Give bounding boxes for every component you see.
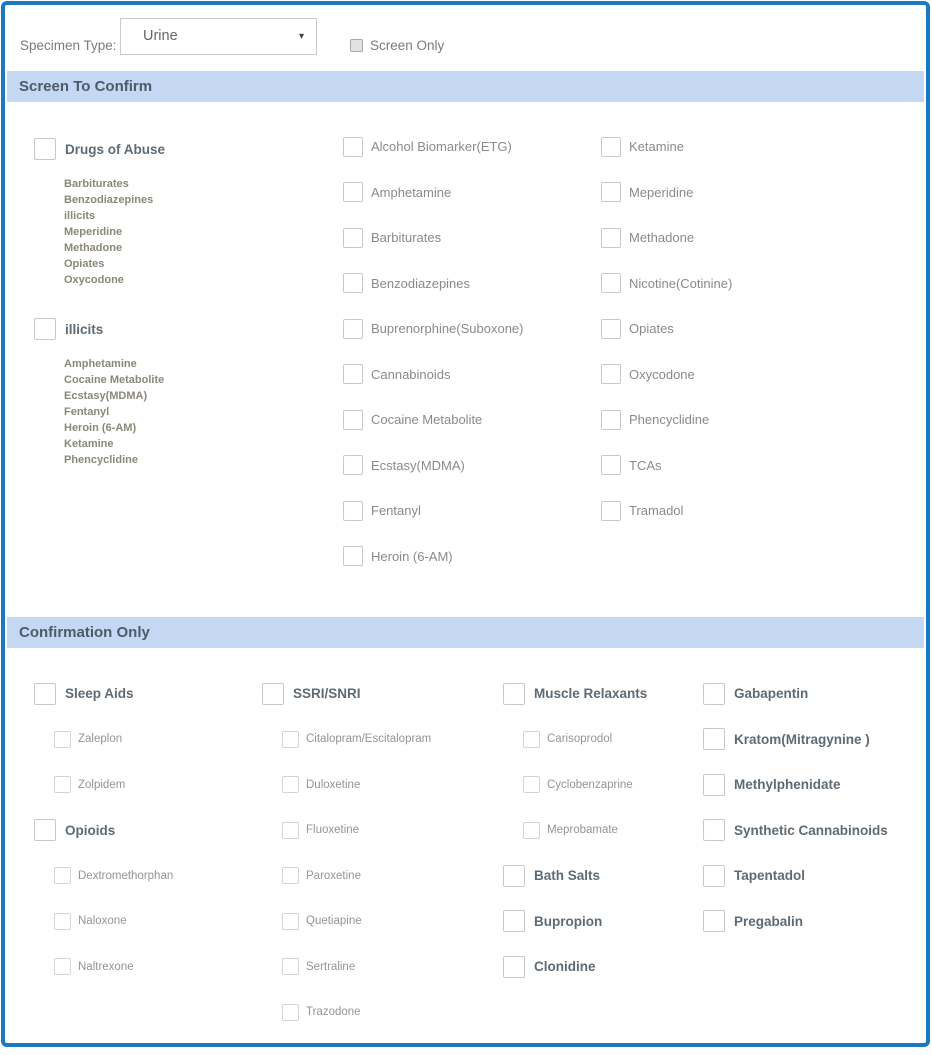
checkbox-cocaine-metabolite[interactable] <box>343 410 363 430</box>
panel-member-amphetamine: Amphetamine <box>64 358 137 370</box>
checkbox-amphetamine[interactable] <box>343 182 363 202</box>
group-label: Drugs of Abuse <box>65 141 166 157</box>
checkbox-row-carisoprodol <box>523 717 700 763</box>
checkbox-label: Tramadol <box>629 503 684 519</box>
checkbox-label: Zolpidem <box>78 778 126 791</box>
checkbox-label: Ecstasy(MDMA) <box>371 457 465 473</box>
chevron-down-icon: ▾ <box>298 31 304 42</box>
checkbox-row-meprobamate <box>523 808 700 854</box>
checkbox-gabapentin[interactable] <box>703 683 725 705</box>
checkbox-tramadol[interactable] <box>601 501 621 521</box>
panel-member-fentanyl: Fentanyl <box>64 406 110 418</box>
checkbox-row-gabapentin <box>703 671 925 717</box>
checkbox-row-tapentadol <box>703 853 925 899</box>
checkbox-label: Opiates <box>629 321 674 337</box>
checkbox-label: Sleep Aids <box>65 686 134 702</box>
checkbox-label: Oxycodone <box>629 366 695 382</box>
checkbox-label: Barbiturates <box>371 230 442 246</box>
panel-member-oxycodone: Oxycodone <box>64 274 124 286</box>
checkbox-label: Gabapentin <box>734 686 809 702</box>
panel-member-benzodiazepines: Benzodiazepines <box>64 194 154 206</box>
checkbox-label: Meprobamate <box>547 824 618 837</box>
checkbox-row-naltrexone <box>54 944 259 990</box>
checkbox-row-quetiapine <box>282 899 500 945</box>
lab-order-form-panel <box>1 1 930 1047</box>
checkbox-label: Ketamine <box>629 139 684 155</box>
checkbox-label: Heroin (6-AM) <box>371 548 453 564</box>
checkbox-label: Benzodiazepines <box>371 275 471 291</box>
checkbox-label: Fentanyl <box>371 503 421 519</box>
checkbox-sertraline[interactable] <box>282 958 299 975</box>
checkbox-row-trazodone <box>282 990 500 1036</box>
checkbox-label: Cannabinoids <box>371 366 451 382</box>
checkbox-label: Alcohol Biomarker(ETG) <box>371 139 512 155</box>
checkbox-row-zaleplon <box>54 717 259 763</box>
checkbox-alcohol-biomarker-etg[interactable] <box>343 137 363 157</box>
checkbox-phencyclidine[interactable] <box>601 410 621 430</box>
specimen-type-value: Urine <box>143 28 178 44</box>
checkbox-synthetic-cannabinoids[interactable] <box>703 819 725 841</box>
checkbox-heroin-6-am[interactable] <box>343 546 363 566</box>
checkbox-row-tramadol <box>601 488 861 534</box>
checkbox-row-bath-salts <box>503 853 700 899</box>
panel-group-members <box>64 356 314 468</box>
panel-member-methadone: Methadone <box>64 242 123 254</box>
checkbox-benzodiazepines[interactable] <box>343 273 363 293</box>
checkbox-label: Fluoxetine <box>306 824 360 837</box>
checkbox-ssri-snri[interactable] <box>262 683 284 705</box>
checkbox-row-fluoxetine <box>282 808 500 854</box>
checkbox-label: Duloxetine <box>306 778 361 791</box>
checkbox-buprenorphine-suboxone[interactable] <box>343 319 363 339</box>
checkbox-row-zolpidem <box>54 762 259 808</box>
checkbox-label: Amphetamine <box>371 184 452 200</box>
checkbox-nicotine-cotinine[interactable] <box>601 273 621 293</box>
checkbox-opioids[interactable] <box>34 819 56 841</box>
checkbox-naloxone[interactable] <box>54 913 71 930</box>
checkbox-label: Naloxone <box>78 915 127 928</box>
checkbox-row-sertraline <box>282 944 500 990</box>
checkbox-label: Cocaine Metabolite <box>371 412 483 428</box>
panel-group-drugs-of-abuse <box>34 136 314 288</box>
confirmation-only-column-1 <box>34 671 259 990</box>
screen-to-confirm-group-panel <box>34 136 314 468</box>
checkbox-label: Naltrexone <box>78 960 134 973</box>
checkbox-row-benzodiazepines <box>343 261 603 307</box>
checkbox-label: Quetiapine <box>306 915 362 928</box>
checkbox-methadone[interactable] <box>601 228 621 248</box>
panel-group-header <box>34 316 314 342</box>
checkbox-quetiapine[interactable] <box>282 913 299 930</box>
specimen-type-dropdown[interactable] <box>120 18 317 55</box>
checkbox-label: SSRI/SNRI <box>293 686 361 702</box>
checkbox-row-barbiturates <box>343 215 603 261</box>
checkbox-row-citalopram-escitalopram <box>282 717 500 763</box>
group-checkbox-drugs-of-abuse[interactable] <box>34 138 56 160</box>
checkbox-label: Paroxetine <box>306 869 361 882</box>
checkbox-label: Phencyclidine <box>629 412 710 428</box>
checkbox-meprobamate[interactable] <box>523 822 540 839</box>
checkbox-naltrexone[interactable] <box>54 958 71 975</box>
checkbox-label: Kratom(Mitragynine ) <box>734 731 870 747</box>
checkbox-label: Sertraline <box>306 960 356 973</box>
panel-member-barbiturates: Barbiturates <box>64 178 129 190</box>
checkbox-meperidine[interactable] <box>601 182 621 202</box>
checkbox-row-duloxetine <box>282 762 500 808</box>
checkbox-row-methylphenidate <box>703 762 925 808</box>
checkbox-opiates[interactable] <box>601 319 621 339</box>
panel-group-header <box>34 136 314 162</box>
checkbox-muscle-relaxants[interactable] <box>503 683 525 705</box>
checkbox-row-opiates <box>601 306 861 352</box>
checkbox-row-kratom-mitragynine <box>703 717 925 763</box>
checkbox-label: Trazodone <box>306 1006 361 1019</box>
checkbox-oxycodone[interactable] <box>601 364 621 384</box>
checkbox-row-alcohol-biomarker-etg <box>343 124 603 170</box>
checkbox-row-fentanyl <box>343 488 603 534</box>
checkbox-row-naloxone <box>54 899 259 945</box>
checkbox-row-clonidine <box>503 944 700 990</box>
checkbox-citalopram-escitalopram[interactable] <box>282 731 299 748</box>
checkbox-row-paroxetine <box>282 853 500 899</box>
checkbox-row-sleep-aids <box>34 671 259 717</box>
checkbox-row-cannabinoids <box>343 352 603 398</box>
checkbox-label: Tapentadol <box>734 868 806 884</box>
checkbox-label: Bath Salts <box>534 868 601 884</box>
confirmation-only-column-3 <box>503 671 700 990</box>
checkbox-label: Dextromethorphan <box>78 869 174 882</box>
checkbox-row-amphetamine <box>343 170 603 216</box>
specimen-type-label: Specimen Type: <box>20 38 117 53</box>
checkbox-label: TCAs <box>629 457 662 473</box>
screen-only-option <box>350 38 444 53</box>
panel-member-ketamine: Ketamine <box>64 438 114 450</box>
checkbox-label: Cyclobenzaprine <box>547 778 633 791</box>
confirmation-only-column-2 <box>262 671 500 1035</box>
checkbox-paroxetine[interactable] <box>282 867 299 884</box>
checkbox-row-cocaine-metabolite <box>343 397 603 443</box>
checkbox-row-ketamine <box>601 124 861 170</box>
checkbox-label: Methadone <box>629 230 695 246</box>
checkbox-zolpidem[interactable] <box>54 776 71 793</box>
section-header-confirmation-only: Confirmation Only <box>7 617 924 648</box>
checkbox-row-oxycodone <box>601 352 861 398</box>
checkbox-row-ecstasy-mdma <box>343 443 603 489</box>
checkbox-label: Muscle Relaxants <box>534 686 648 702</box>
checkbox-duloxetine[interactable] <box>282 776 299 793</box>
checkbox-tapentadol[interactable] <box>703 865 725 887</box>
checkbox-label: Pregabalin <box>734 913 804 929</box>
checkbox-row-pregabalin <box>703 899 925 945</box>
checkbox-row-tcas <box>601 443 861 489</box>
checkbox-sleep-aids[interactable] <box>34 683 56 705</box>
checkbox-cyclobenzaprine[interactable] <box>523 776 540 793</box>
checkbox-label: Zaleplon <box>78 733 123 746</box>
group-label: illicits <box>65 321 104 337</box>
checkbox-row-bupropion <box>503 899 700 945</box>
panel-member-meperidine: Meperidine <box>64 226 123 238</box>
checkbox-cannabinoids[interactable] <box>343 364 363 384</box>
checkbox-ecstasy-mdma[interactable] <box>343 455 363 475</box>
checkbox-clonidine[interactable] <box>503 956 525 978</box>
panel-group-members <box>64 176 314 288</box>
checkbox-row-meperidine <box>601 170 861 216</box>
checkbox-label: Citalopram/Escitalopram <box>306 733 432 746</box>
checkbox-label: Bupropion <box>534 913 603 929</box>
panel-group-illicits <box>34 316 314 468</box>
group-checkbox-illicits[interactable] <box>34 318 56 340</box>
checkbox-ketamine[interactable] <box>601 137 621 157</box>
checkbox-row-cyclobenzaprine <box>523 762 700 808</box>
checkbox-bath-salts[interactable] <box>503 865 525 887</box>
checkbox-kratom-mitragynine[interactable] <box>703 728 725 750</box>
checkbox-tcas[interactable] <box>601 455 621 475</box>
screen-only-label: Screen Only <box>370 38 445 53</box>
checkbox-label: Carisoprodol <box>547 733 613 746</box>
checkbox-label: Synthetic Cannabinoids <box>734 822 888 838</box>
panel-member-illicits: illicits <box>64 210 96 222</box>
panel-member-opiates: Opiates <box>64 258 105 270</box>
checkbox-row-ssri-snri <box>262 671 500 717</box>
panel-member-heroin-6-am: Heroin (6-AM) <box>64 422 137 434</box>
panel-member-phencyclidine: Phencyclidine <box>64 454 138 466</box>
checkbox-label: Clonidine <box>534 959 596 975</box>
screen-only-checkbox[interactable] <box>350 39 363 52</box>
checkbox-fluoxetine[interactable] <box>282 822 299 839</box>
panel-member-ecstasy-mdma: Ecstasy(MDMA) <box>64 390 148 402</box>
section-header-screen-to-confirm: Screen To Confirm <box>7 71 924 102</box>
checkbox-methylphenidate[interactable] <box>703 774 725 796</box>
checkbox-label: Opioids <box>65 822 116 838</box>
checkbox-label: Nicotine(Cotinine) <box>629 275 733 291</box>
checkbox-barbiturates[interactable] <box>343 228 363 248</box>
checkbox-label: Methylphenidate <box>734 777 841 793</box>
checkbox-row-muscle-relaxants <box>503 671 700 717</box>
screen-to-confirm-column-1 <box>343 124 603 579</box>
checkbox-bupropion[interactable] <box>503 910 525 932</box>
checkbox-row-buprenorphine-suboxone <box>343 306 603 352</box>
checkbox-dextromethorphan[interactable] <box>54 867 71 884</box>
checkbox-label: Meperidine <box>629 184 694 200</box>
checkbox-row-nicotine-cotinine <box>601 261 861 307</box>
checkbox-pregabalin[interactable] <box>703 910 725 932</box>
checkbox-fentanyl[interactable] <box>343 501 363 521</box>
screen-to-confirm-column-2 <box>601 124 861 534</box>
checkbox-label: Buprenorphine(Suboxone) <box>371 321 524 337</box>
checkbox-row-methadone <box>601 215 861 261</box>
panel-member-cocaine-metabolite: Cocaine Metabolite <box>64 374 165 386</box>
checkbox-row-phencyclidine <box>601 397 861 443</box>
confirmation-only-column-4 <box>703 671 925 944</box>
checkbox-row-opioids <box>34 808 259 854</box>
checkbox-row-dextromethorphan <box>54 853 259 899</box>
checkbox-carisoprodol[interactable] <box>523 731 540 748</box>
checkbox-zaleplon[interactable] <box>54 731 71 748</box>
checkbox-row-heroin-6-am <box>343 534 603 580</box>
checkbox-trazodone[interactable] <box>282 1004 299 1021</box>
checkbox-row-synthetic-cannabinoids <box>703 808 925 854</box>
